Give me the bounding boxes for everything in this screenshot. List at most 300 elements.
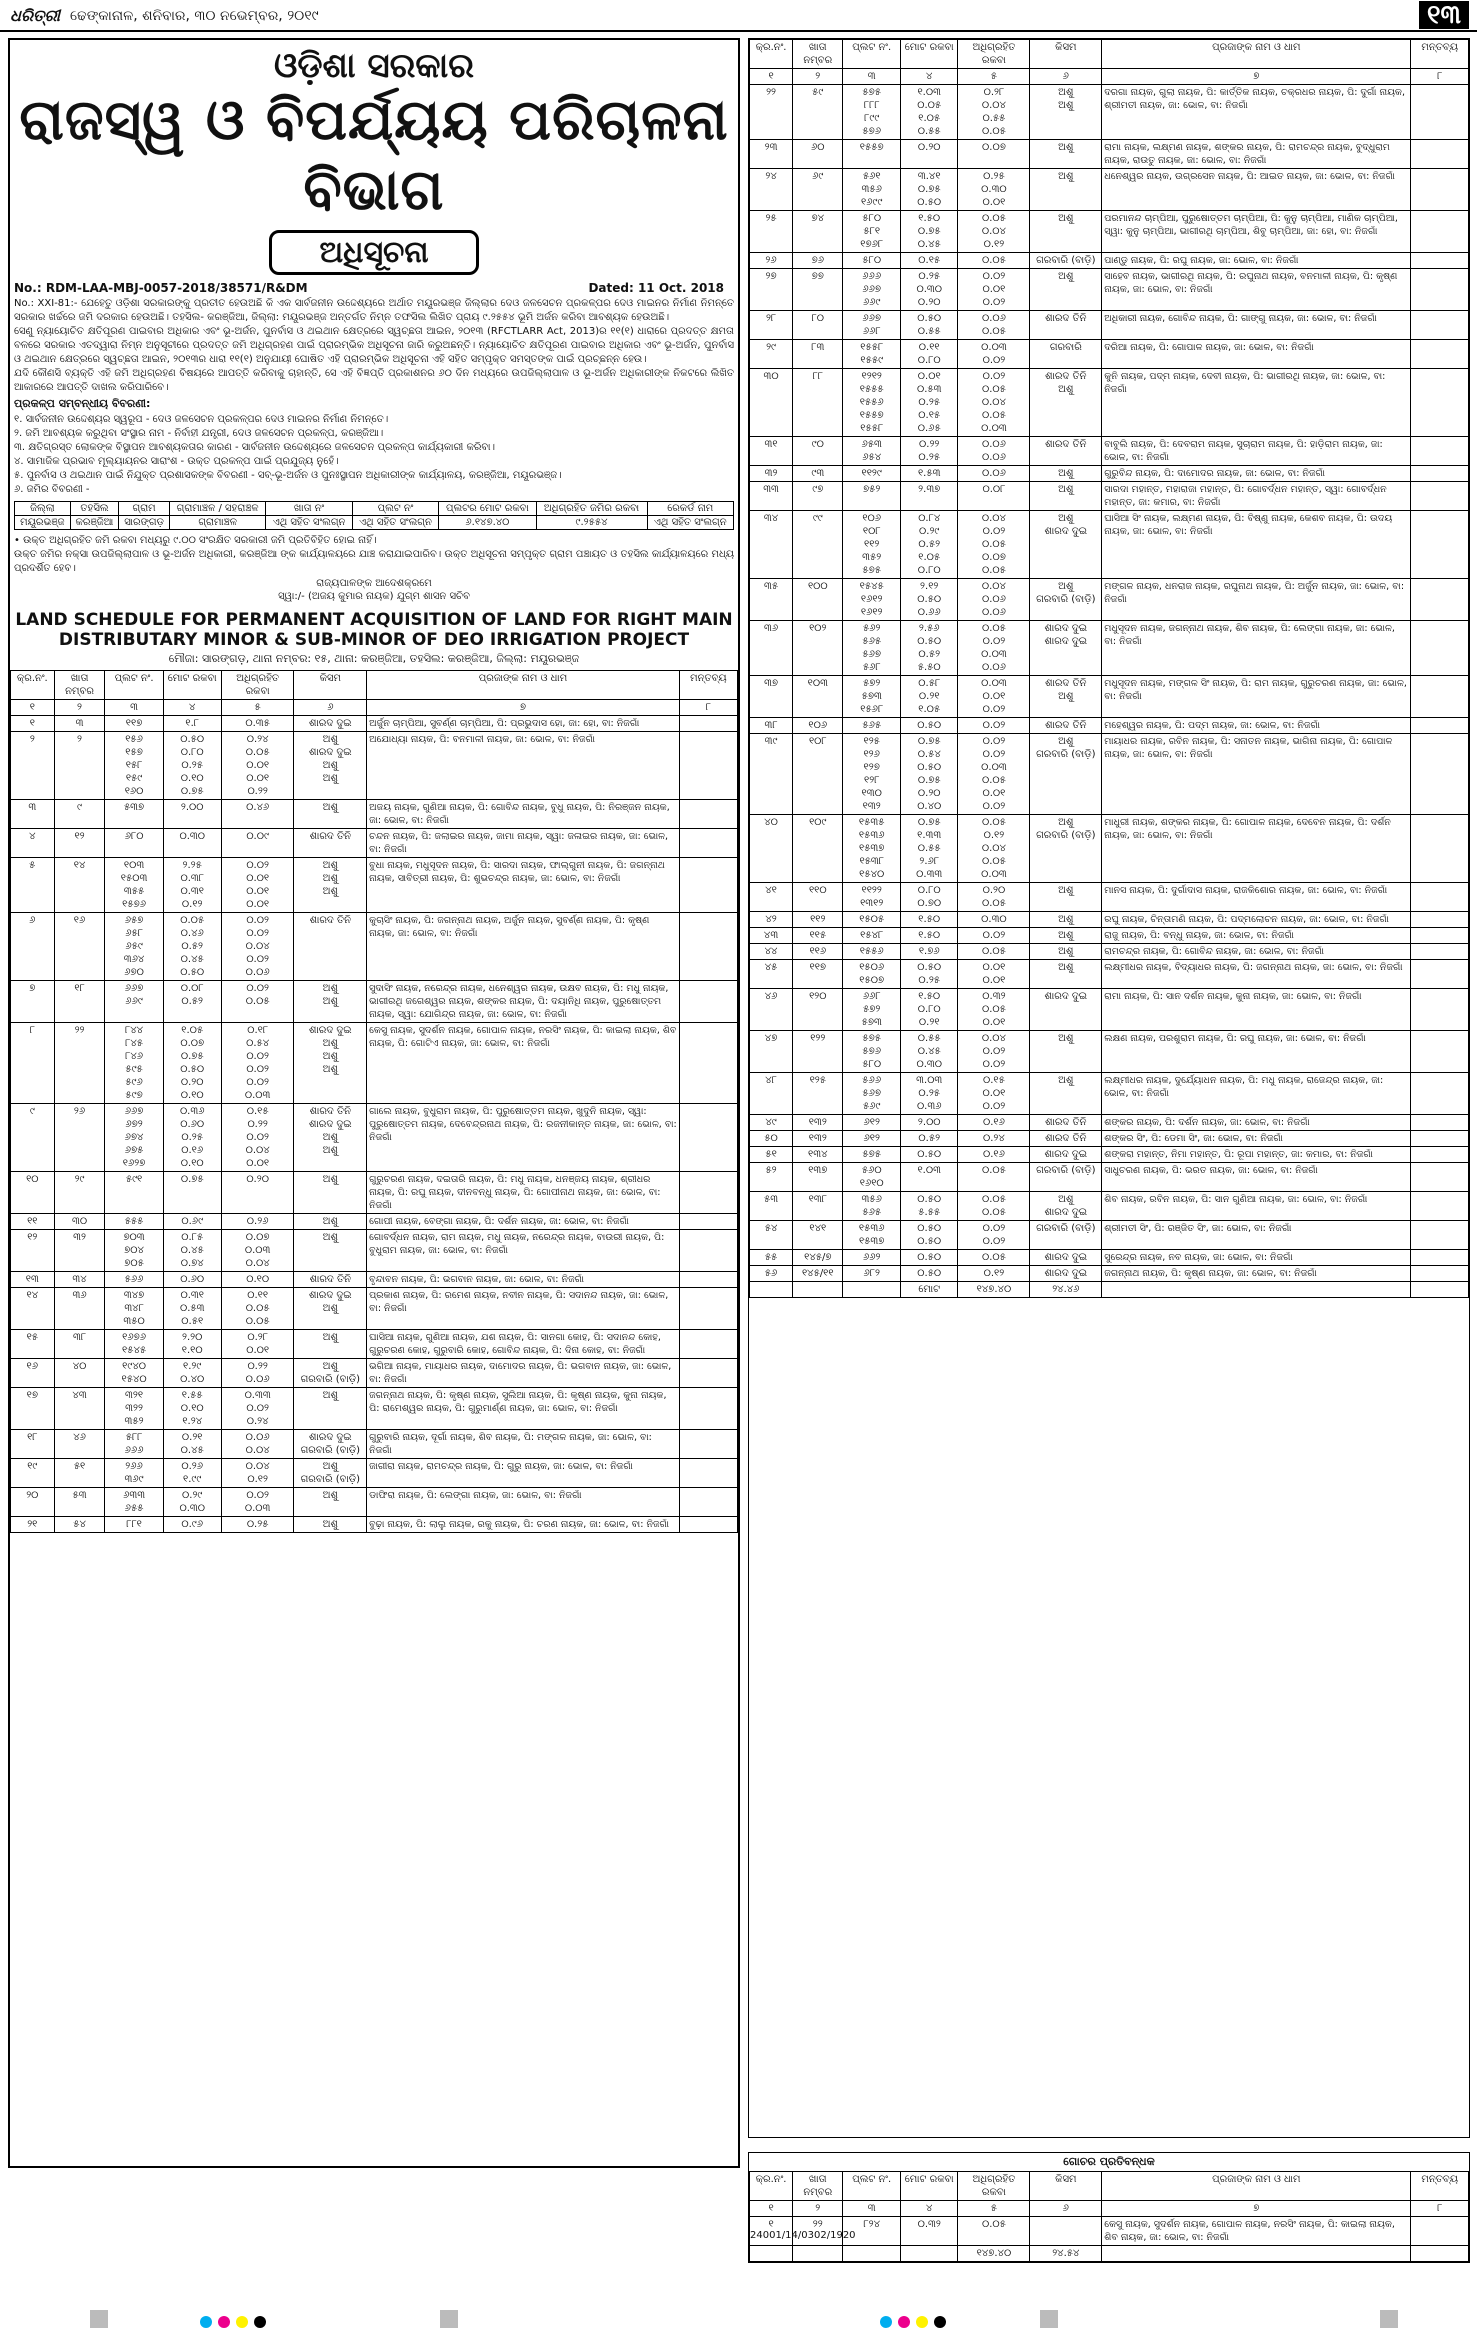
table-cell: କେସୁ ନାୟକ, ସୁଦର୍ଶନ ନାୟକ, ଗୋପାଳ ନାୟକ, ନରସିଂ ନାୟକ, ପି: କାଇଲା ନାୟକ, ଶିବ ନାୟକ, ଜା: ଭୋଳ, ବା: ନିଜଗାଁ [1102,2217,1411,2246]
land-schedule-table-left [10,670,738,1533]
table-cell [793,2246,843,2262]
table-cell: ୧୦୬ ୧୦୮ ୧୧୨ ୩୫୨ ୫୭୫ [843,511,901,579]
table-cell: ୧.୫୩ [900,466,958,482]
table-cell: ୨୬ [54,1104,105,1172]
table-row [750,211,1469,253]
table-cell: ୦.୮୫ ୦.୪୫ ୦.୭୪ [163,1230,221,1272]
column-header: ମୋଟ ରକବା [900,2172,958,2201]
table-cell: ୨୪.୪୬ [1030,1282,1102,1298]
table-cell: ମଧୁସୂଦନ ନାୟକ, ଜଗନ୍ନାଥ ନାୟକ, ଶିବ ନାୟକ, ପି: ଲେଙ୍ଗା ନାୟକ, ଜା: ଭୋଳ, ବା: ନିଜଗାଁ [1102,621,1411,676]
column-header: ଖାତା ନମ୍ବର [793,40,843,69]
table-cell: ୫୧ [750,1147,793,1163]
table-row [11,858,738,913]
table-cell: ଅଶୁ ଅଶୁ [1030,85,1102,140]
table-cell: ୧.୫୦ ୦.୮୦ ୦.୨୧ [900,989,958,1031]
table-cell: ୦.୦୫ [958,2217,1030,2246]
table-cell: ଦରିଆ ନାୟକ, ପି: ଗୋପାଳ ନାୟକ, ଜା: ଭୋଳ, ବା: ନିଜଗାଁ [1102,340,1411,369]
table-cell [1411,944,1469,960]
table-cell: ସୁଦାସିଂ ନାୟକ, ନରେନ୍ଦ୍ର ନାୟକ, ଧନେଶ୍ୱର ନାୟକ, ଉକ୍ଷବ ନାୟକ, ପି: ମଧୁ ନାୟକ, ଭାଗୀରଥି ଜଗେଶ୍ୱର ନାୟକ, ଶଙ୍କର ନାୟକ, ପି: ଦୟାନିଧି ନାୟକ, ପୁରୁଷୋତ୍ତମ ନାୟକ, ସ୍ୱା: ଯୋଗିନ୍ଦ୍ର ନାୟକ, ଜା: ଭୋଳ, ବା: ନିଜଗାଁ [367,981,680,1023]
table-cell: ୧୧ [11,1214,55,1230]
table-row [750,718,1469,734]
table-cell: ବାବୁଲି ନାୟକ, ପି: ଦେବରାମ ନାୟକ, ସୁଚାରାମ ନାୟକ, ପି: ହାଡ଼ିରାମ ନାୟକ, ଜା: ଭୋଳ, ବା: ନିଜଗାଁ [1102,437,1411,466]
table-cell: ୧୫୪୮ [843,928,901,944]
column-header: ମନ୍ତବ୍ୟ [679,671,737,700]
table-cell: ୩୦ [54,1214,105,1230]
table-cell: ଗୋପୀ ନାୟକ, ବେଙ୍ଗା ନାୟକ, ପି: ଦର୍ଶନ ନାୟକ, ଜା: ଭୋଳ, ବା: ନିଜଗାଁ [367,1214,680,1230]
table-cell: ୫୭୫ ୫୭୬ ୫୮୦ [843,1031,901,1073]
table-cell: ଗୁରୁଚରଣ ନାୟକ, ଦଇତାରି ନାୟକ, ପି: ମଧୁ ନାୟକ, ଧନଞ୍ଜୟ ନାୟକ, ଶ୍ରୀଧର ନାୟକ, ପି: ରଘୁ ନାୟକ, ଦୀନବନ୍ଧୁ ନାୟକ, ପି: ଗୋପୀନାଥ ନାୟକ, ଜା: ଭୋଳ, ବା: ନିଜଗାଁ [367,1172,680,1214]
table-cell: ଅଶୁ [1030,269,1102,311]
table-cell: ୦.୫୦ ୦.୮୦ ୦.୨୫ ୦.୧୦ ୦.୭୫ [163,732,221,800]
table-cell: ୧୧୭ [105,716,163,732]
table-cell: ୦.୦୧ ୦.୫୩ ୦.୨୫ ୦.୧୫ ୦.୬୫ [900,369,958,437]
table-cell: ଜଗନ୍ନାଥ ନାୟକ, ପି: କୃଷ୍ଣ ନାୟକ, ଜା: ଭୋଳ, ବା: ନିଜଗାଁ [1102,1266,1411,1282]
table-cell: ଅଶୁ ଶାରଦ ଦୁଇ [1030,511,1102,579]
table-cell: ଶାରଦ ତିନି [1030,1131,1102,1147]
table-cell: ୫୮୦ [843,253,901,269]
table-row [750,621,1469,676]
summary-header-cell: ପ୍ଲଟ ନଂ [352,502,438,516]
table-cell: ରାମଚନ୍ଦ୍ର ନାୟକ, ପି: ଗୋବିନ୍ଦ ନାୟକ, ଜା: ଭୋଳ, ବା: ନିଜଗାଁ [1102,944,1411,960]
summary-cell: ଏଥି ସହିତ ସଂଲଗ୍ନ [647,516,734,530]
table-row [11,1459,738,1488]
table-cell: ୭୦୩ ୭୦୪ ୭୦୫ [105,1230,163,1272]
table-cell: ୪୯ [750,1115,793,1131]
table-cell: ୦.୦୫ [958,1250,1030,1266]
table-cell [679,981,737,1023]
table-cell: ୧୨ [54,829,105,858]
table-cell: ୧.୦୫ ୦.୦୭ ୦.୭୫ ୦.୫୦ ୦.୨୦ ୦.୧୦ [163,1023,221,1104]
table-cell: ୮୮୧ [105,1517,163,1533]
table-cell: ୦.୨୫ ୦.୩୦ ୦.୨୦ [900,269,958,311]
table-cell [1030,2217,1102,2246]
table-cell: ୩୨ [750,466,793,482]
table-cell: ୦.୨୯ ୦.୩୦ [163,1488,221,1517]
page-number: ୧୩ [1419,1,1469,29]
table-row [750,369,1469,437]
table-cell: ପ୍ରକାଶ ନାୟକ, ପି: ରମେଶ ନାୟକ, ନବୀନ ନାୟକ, ପି: ସଦାନନ୍ଦ ନାୟକ, ଜା: ଭୋଳ, ବା: ନିଜଗାଁ [367,1288,680,1330]
table-cell: ୧ [750,2217,793,2246]
table-row [11,1104,738,1172]
table-cell: ୦.୩୧ ୦.୫୩ ୦.୫୧ [163,1288,221,1330]
table-cell: ୦.୦୯ [221,829,294,858]
table-cell: ୦.୨୪ [958,1131,1030,1147]
table-cell [1102,2246,1411,2262]
table-cell [1411,269,1469,311]
table-cell: ଶାରଦ ତିନି [294,829,367,858]
land-schedule-table-right [749,39,1469,1298]
table-cell [900,2246,958,2262]
table-cell: ଅଶୁ [1030,482,1102,511]
table-cell: ୨.୦୦ [900,1115,958,1131]
table-cell [843,1282,901,1298]
table-cell: ୦.୧୫ ୦.୦୧ ୦.୦୨ [958,1073,1030,1115]
table-cell [1411,437,1469,466]
table-cell: ୧୯୪୦ ୧୫୪୦ [105,1359,163,1388]
project-detail-item: ୩. କ୍ଷତିଗ୍ରସ୍ତ ଲୋକଙ୍କ ବିସ୍ଥାପନ ଆବଶ୍ୟକତାର କାରଣ - ସାର୍ବଜନୀନ ଉଦ୍ଦେଶ୍ୟରେ ଜଳସେଚନ ପ୍ରକଳ୍ପ କାର୍ଯ୍ୟକାରୀ କରିବା। [14,442,496,453]
table-row [750,1147,1469,1163]
notification-block [8,38,740,2168]
table-header-row [11,671,738,700]
table-cell [679,1459,737,1488]
table-cell: ୨୬୬ ୩୬୯ [105,1459,163,1488]
table-cell: ୧୫୦୫ [843,912,901,928]
table-cell: ୩ [54,716,105,732]
table-cell: ୭୭ [793,269,843,311]
table-cell: ୩୮ [54,1330,105,1359]
govt-title: ଓଡ଼ିଶା ସରକାର [273,46,475,86]
table-cell: ୩.୪୧ ୦.୭୫ ୦.୫୦ [900,169,958,211]
table-cell: ୬୧୨ [843,1131,901,1147]
table-cell: ୬୫୩ ୬୫୪ [843,437,901,466]
table-cell: ୦.୨୪ ୦.୦୫ ୦.୦୧ ୦.୦୧ ୦.୨୨ [221,732,294,800]
table-cell [679,1023,737,1104]
table-cell: ୦.୧୬ [958,1115,1030,1131]
table-cell: ୩୯ [750,734,793,815]
notice-para-1: No.: XXI-81:- ଯେହେତୁ ଓଡ଼ିଶା ସରକାରଙ୍କୁ ପ୍ରତୀତ ହେଉଅଛି କି ଏକ ସାର୍ବଜନୀନ ଉଦ୍ଦେଶ୍ୟରେ ଅର୍ଥାତ ମୟୂରଭଞ୍ଜ ଜିଲ୍ଲାର ଦେଓ ଜଳସେଚନ ପ୍ରକଳ୍ପର ଦେଓ ମାଇନର ନିର୍ମାଣ ନିମନ୍ତେ ସରକାର ଖର୍ଚ୍ଚରେ ଜମି ଦରକାର ହେଉଅଛି। ତହସିଲ- କରଞ୍ଜିଆ, ଜିଲ୍ଲା: ମୟୂରଭଞ୍ଜ ଅନ୍ତର୍ଗତ ନିମ୍ନ ତଫସିଲ ଲିଖିତ ପ୍ରାୟ ୯.୨୫୫୪ ଭୂମି ଅର୍ଜନ କରିବା ଆବଶ୍ୟକ ହେଉଅଛି। [14,298,734,323]
table-cell: ୨୦ [11,1488,55,1517]
table-cell: ୦.୧୦ [221,1272,294,1288]
table-cell: ୧୫୫୮ ୧୫୫୯ [843,340,901,369]
table-cell: ୯ [54,800,105,829]
table-cell: ଅଶୁ [1030,140,1102,169]
table-cell: ପରମାନନ୍ଦ ଚାମ୍ପିଆ, ପୁରୁଷୋତ୍ତମ ଚାମ୍ପିଆ, ପି: କୁନୁ ଚାମ୍ପିଆ, ମାଣିକ ଚାମ୍ପିଆ, ସ୍ୱା: କୁନୁ ଚାମ୍ପିଆ, ଭାଗୀରଥି ଚାମ୍ପିଆ, ଶିବୁ ଚାମ୍ପିଆ, ଜା: ହୋ, ବା: ନିଜଗାଁ [1102,211,1411,253]
table-row [11,1272,738,1288]
table-cell: ୦.୨୦ [900,140,958,169]
table-cell: ରାମା ନାୟକ, ଲକ୍ଷ୍ମଣ ନାୟକ, ଶଙ୍କର ନାୟକ, ପି: ରାମଚନ୍ଦ୍ର ନାୟକ, ବୁଦ୍ଧୁରାମ ନାୟକ, ରାଉତୁ ନାୟକ, ଜା: ଭୋଳ, ବା: ନିଜଗାଁ [1102,140,1411,169]
table-row [750,1131,1469,1147]
table-cell: ପାଣ୍ଡୁ ନାୟକ, ପି: ରଘୁ ନାୟକ, ଜା: ଭୋଳ, ବା: ନିଜଗାଁ [1102,253,1411,269]
table-cell: ୨୨ [54,1023,105,1104]
table-cell: ମାୟାଧର ନାୟକ, ରବିନ ନାୟକ, ପି: ସନାତନ ନାୟକ, ଭାଗିନା ନାୟକ, ପି: ଗୋପାଳ ନାୟକ, ଜା: ଭୋଳ, ବା: ନିଜଗାଁ [1102,734,1411,815]
table-cell: ୨୪.୫୪ [1030,2246,1102,2262]
table-cell: ୪୮ [750,1073,793,1115]
table-cell: ୮୨୪ [843,2217,901,2246]
table-cell: ଅଶୁ ଅଶୁ [294,981,367,1023]
table-cell [793,1282,843,1298]
table-cell: ୧୫୫୭ [843,140,901,169]
table-row [11,1517,738,1533]
table-cell: ୮୦ [793,311,843,340]
column-number-row [11,700,738,716]
table-cell [1411,1031,1469,1073]
column-number: ୨ [793,2201,843,2217]
table-cell: ଶାରଦ ଦୁଇ [1030,1147,1102,1163]
table-cell: ଅଶୁ [1030,466,1102,482]
table-cell: ୫୭୫ ୮୮୮ ୮୯୯ ୫୭୬ [843,85,901,140]
table-cell: ୧୮ [54,981,105,1023]
table-cell: ୦.୦୫ ୦.୧୨ ୦.୦୪ ୦.୦୫ ୦.୦୩ [958,815,1030,883]
table-cell: ୦.୩୨ ୦.୦୫ ୦.୦୧ [958,989,1030,1031]
table-cell: ୩ [11,800,55,829]
column-number: ୫ [221,700,294,716]
table-cell: ଶାରଦ ତିନି [1030,437,1102,466]
table-cell: ଅଶୁ [294,1330,367,1359]
page-header [0,0,1477,32]
footer-code: 24001/14/0302/1920 [750,2230,856,2241]
table-cell: ୪୦ [54,1359,105,1388]
table-cell: ୦.୨୨ ୦.୨୫ [900,437,958,466]
table-cell: ଶଙ୍କର ନାୟକ, ପି: ଦର୍ଶନ ନାୟକ, ଜା: ଭୋଳ, ବା: ନିଜଗାଁ [1102,1115,1411,1131]
column-number: ୫ [958,2201,1030,2217]
table-cell: ୦.୭୫ [163,1172,221,1214]
table-cell: ୬୯ [793,169,843,211]
table-cell: ଅଶୁ ଗରବାରି (ବାଡ଼ି) [1030,815,1102,883]
table-cell: ୧୨୫ ୧୨୬ ୧୨୭ ୧୨୮ ୧୩୦ ୧୩୨ [843,734,901,815]
table-row [11,1330,738,1359]
table-cell: ଅଶୁ ଶାରଦ ଦୁଇ ଅଶୁ ଅଶୁ [294,732,367,800]
table-cell: ୨୧ [11,1517,55,1533]
table-cell: ମହେଶ୍ୱର ନାୟକ, ପି: ପଦ୍ମ ନାୟକ, ଜା: ଭୋଳ, ବା: ନିଜଗାଁ [1102,718,1411,734]
table-cell [679,913,737,981]
table-cell: ୦.୨୫ [221,1517,294,1533]
table-cell: ୦.୨୬ ୧.୯୯ [163,1459,221,1488]
summary-header-cell: ଗ୍ରାମାଞ୍ଚଳ / ସହରାଞ୍ଚଳ [169,502,265,516]
table-cell: ୧୩୮ [793,1192,843,1221]
table-cell: ୨.୨୫ ୦.୩୮ ୦.୩୧ ୦.୧୨ [163,858,221,913]
table-cell: ୮୩ [793,340,843,369]
table-cell: ୦.୧୬ [958,1147,1030,1163]
table-cell: ୦.୧୨ [958,1266,1030,1282]
ref-date: Dated: 11 Oct. 2018 [588,281,724,295]
table-row [750,269,1469,311]
table-cell: ଅଶୁ [1030,1031,1102,1073]
registration-dot [218,2316,230,2328]
table-cell: ୦.୦୨ [958,928,1030,944]
table-cell: ୧୨୦ [793,989,843,1031]
column-number: ୪ [163,700,221,716]
table-cell: ୧୫୦୬ ୧୫୦୭ [843,960,901,989]
table-cell: ୬୬୨ [843,1250,901,1266]
table-cell [679,1288,737,1330]
table-row [11,1288,738,1330]
table-cell [679,1330,737,1359]
table-cell: ଶଙ୍କରା ମହାନ୍ତ, ନିମା ମହାନ୍ତ, ପି: ରୂପା ମହାନ୍ତ, ଜା: କମାର, ବା: ନିଜଗାଁ [1102,1147,1411,1163]
table-cell [1411,676,1469,718]
village-line: ମୌଜା: ସାରଙ୍ଗଡ଼, ଥାନା ନମ୍ବର: ୧୫, ଥାନା: କରଞ୍ଜିଆ, ତହସିଲ: କରଞ୍ଜିଆ, ଜିଲ୍ଲା: ମୟୂରଭଞ୍ଜ [168,652,580,665]
table-cell: କେସୁ ନାୟକ, ସୁଦର୍ଶନ ନାୟକ, ଗୋପାଳ ନାୟକ, ନରସିଂ ନାୟକ, ପି: କାଇଲା ନାୟକ, ଶିବ ନାୟକ, ପି: ଗୋଟିଏ ନାୟକ, ଜା: ଭୋଳ, ବା: ନିଜଗାଁ [367,1023,680,1104]
table-cell: ୦.୨୦ ୦.୦୫ [958,883,1030,912]
table-cell: ୧୪୭.୪୦ [958,2246,1030,2262]
table-cell: ୦.୦୩ ୦.୦୧ ୦.୦୨ [958,676,1030,718]
registration-square [1380,2310,1398,2328]
table-cell: ୧୮ [11,1430,55,1459]
table-cell: ୮୪୪ ୮୪୫ ୮୪୬ ୫୯୫ ୫୯୬ ୫୯୭ [105,1023,163,1104]
table-cell [1411,718,1469,734]
table-row [750,579,1469,621]
table-cell: ଅଶୁ [294,1172,367,1214]
table-cell: ୪ [11,829,55,858]
column-number: ୭ [1102,2201,1411,2217]
table-row [11,829,738,858]
table-cell: ୦.୦୬ ୦.୦୬ [958,437,1030,466]
project-details-heading: ପ୍ରକଳ୍ପ ସମ୍ବନ୍ଧୀୟ ବିବରଣୀ: [14,397,151,410]
table-row [11,716,738,732]
table-cell: ୦.୦୫ ୦.୦୫ [958,1192,1030,1221]
table-row [750,466,1469,482]
table-cell [1411,2217,1469,2246]
table-cell: ୩.୦୩ ୦.୨୫ ୦.୩୬ [900,1073,958,1115]
table-cell: ୦.୪୬ [221,800,294,829]
table-row [750,1031,1469,1073]
table-cell: ୧୬ [11,1359,55,1388]
table-cell: ୧୫ [11,1330,55,1359]
column-header: ମନ୍ତବ୍ୟ [1411,2172,1469,2201]
table-cell: ୮ [11,1023,55,1104]
table-cell: ୨୭ [750,269,793,311]
table-cell: ୫୩ [750,1192,793,1221]
table-cell [679,1517,737,1533]
table-cell: ୦.୦୨ ୦.୦୧ ୦.୦୨ [958,269,1030,311]
notice-para-3: ଯଦି କୌଣସି ବ୍ୟକ୍ତି ଏହି ଜମି ଅଧିଗ୍ରହଣ ବିଷୟରେ ଆପତ୍ତି କରିବାକୁ ଚାହାନ୍ତି, ସେ ଏହି ବିଜ୍ଞପ୍ତି ପ୍ରକାଶନର ୬୦ ଦିନ ମଧ୍ୟରେ ଉପଜିଲ୍ଲାପାଳ ଓ ଭୂ-ଅର୍ଜନ ଅଧିକାରୀଙ୍କ ନିକଟରେ ଲିଖିତ ଆକାରରେ ଆପତ୍ତି ଦାଖଲ କରିପାରିବେ। [14,368,734,393]
table-cell: ୦.୦୫ [958,944,1030,960]
table-cell: ମଙ୍ଗଳ ନାୟକ, ଧନରାଜ ନାୟକ, ରଘୁନାଥ ନାୟକ, ପି: ଅର୍ଜୁନ ନାୟକ, ଜା: ଭୋଳ, ବା: ନିଜଗାଁ [1102,579,1411,621]
table-cell: ୭୫୨ [843,482,901,511]
table-cell: ଗୁରୁବିନ୍ଦ ନାୟକ, ପି: ଦାମୋଦର ନାୟକ, ଜା: ଭୋଳ, ବା: ନିଜଗାଁ [1102,466,1411,482]
table-cell: ୩୪ [750,511,793,579]
table-cell: ଅଯୋଧ୍ୟା ନାୟକ, ପି: ବନମାଳୀ ନାୟକ, ଜା: ଭୋଳ, ବା: ନିଜଗାଁ [367,732,680,800]
table-cell: ୨.୩୭ [900,482,958,511]
table-cell: ୧୦୩ ୧୫୦୩ ୩୫୫ ୧୫୭୬ [105,858,163,913]
table-cell: ୧.୫୫ ୦.୧୦ ୧.୨୪ [163,1388,221,1430]
table-cell: ୫୦ [750,1131,793,1147]
table-cell: ୫୮୦ ୫୮୧ ୧୭୬୮ [843,211,901,253]
column-header: ଅଧିଗ୍ରହିତ ରକବା [958,40,1030,69]
table-cell: ୨୪ [750,169,793,211]
column-number: ୬ [294,700,367,716]
table-cell: ରାଜୁ ନାୟକ, ପି: ବନ୍ଧୁ ନାୟକ, ଜା: ଭୋଳ, ବା: ନିଜଗାଁ [1102,928,1411,944]
summary-header-cell: ପ୍ଲଟର ମୋଟ ରକବା [439,502,536,516]
table-cell [679,732,737,800]
table-cell: ୧.୦୩ [900,1163,958,1192]
project-detail-item: ୨. ଜମି ଆବଶ୍ୟକ କରୁଥିବା ସଂସ୍ଥାର ନାମ - ନିର୍ବାହୀ ଯନ୍ତ୍ରୀ, ଦେଓ ଜଳସେଚନ ପ୍ରକଳ୍ପ, କରଞ୍ଜିଆ। [14,428,384,439]
column-header: କିସମ [1030,40,1102,69]
table-cell: ୬୮୨ [843,1266,901,1282]
table-cell: ଅଶୁ ଗରବାରି (ବାଡ଼ି) [1030,734,1102,815]
summary-header-cell: ତହସିଲ [70,502,119,516]
table-cell: ଅଶୁ ଗରବାରି (ବାଡ଼ି) [1030,579,1102,621]
table-cell: ୫୬୬ [105,1272,163,1288]
table-cell: ୦.୦୨ [958,718,1030,734]
table-cell: ୪୬ [750,989,793,1031]
table-cell: ୧୩୨ [793,1131,843,1147]
table-cell: ଗୁରୁବାରି ନାୟକ, ଦୂର୍ଗା ନାୟକ, ଶିବ ନାୟକ, ପି: ମଙ୍ଗଳ ନାୟକ, ଜା: ଭୋଳ, ବା: ନିଜଗାଁ [367,1430,680,1459]
summary-header-cell: ରେକର୍ଡ ନାମ [647,502,734,516]
table-cell: ୦.୩୦ [163,829,221,858]
table-cell: ୯୭ [793,482,843,511]
column-header: ଖାତା ନମ୍ବର [793,2172,843,2201]
table-cell: ୦.୩୫ [221,716,294,732]
column-number: ୩ [843,69,901,85]
table-cell: ୦.୦୪ ୦.୦୬ ୦.୦୬ [958,579,1030,621]
column-number: ୩ [843,2201,901,2217]
column-number: ୪ [900,69,958,85]
table-cell: ୧୧୦ [793,883,843,912]
table-row [11,800,738,829]
table-cell: ବୃନ୍ଦାବନ ନାୟକ, ପି: ଭଗବାନ ନାୟକ, ଜା: ଭୋଳ, ବା: ନିଜଗାଁ [367,1272,680,1288]
column-number: ୮ [679,700,737,716]
table-cell: ଅଧିକାରୀ ନାୟକ, ଗୋବିନ୍ଦ ନାୟକ, ପି: ଗାଙ୍ଗୁ ନାୟକ, ଜା: ଭୋଳ, ବା: ନିଜଗାଁ [1102,311,1411,340]
table-cell: ୪୬ [54,1430,105,1459]
table-cell: ୦.୨୫ ୦.୩୦ ୦.୦୧ [958,169,1030,211]
summary-cell: ମୟୂରଭଞ୍ଜ [15,516,71,530]
table-row [750,1073,1469,1115]
table-cell: ୦.୦୨ ୦.୦୨ ୦.୦୩ ୦.୦୫ ୦.୦୧ ୦.୦୨ [958,734,1030,815]
table-cell: ୦.୮୪ ୦.୨୯ ୦.୫୨ ୧.୦୫ ୦.୮୦ [900,511,958,579]
table-cell [1102,1282,1411,1298]
table-cell: ୩୩ [750,482,793,511]
summary-cell: ସାରଙ୍ଗଡ଼ [119,516,170,530]
table-cell: ୨୬ [750,253,793,269]
table-cell: ଶଙ୍କର ସିଂ, ପି: ଡେମା ସିଂ, ଜା: ଭୋଳ, ବା: ନିଜଗାଁ [1102,1131,1411,1147]
table-cell [679,800,737,829]
table-cell: ଶ୍ରୀମତୀ ସିଂ, ପି: ରଞ୍ଜିତ ସିଂ, ଜା: ଭୋଳ, ବା: ନିଜଗାଁ [1102,1221,1411,1250]
summary-cell: କରଞ୍ଜିଆ [70,516,119,530]
table-cell: ୧୦୮ [793,734,843,815]
summary-cell: ଏଥି ସହିତ ସଂଲଗ୍ନ [266,516,352,530]
table-cell: ୧୦୩ [793,676,843,718]
table-cell: ୬୩୩ ୬୫୫ [105,1488,163,1517]
ref-number: No.: RDM-LAA-MBJ-0057-2018/38571/R&DM [14,281,308,295]
table-cell: ମୋଟ [900,1282,958,1298]
table-cell: ୧୨୫ [793,1073,843,1115]
table-cell: ୫୭୨ ୫୭୩ ୧୫୬୮ [843,676,901,718]
table-cell [1411,1282,1469,1298]
table-cell [679,1104,737,1172]
table-cell: ୩୫୬ ୫୬୫ [843,1192,901,1221]
table-cell: ବୁଢ଼ା ନାୟକ, ପି: ଲାଲୁ ନାୟକ, ରକୁ ନାୟକ, ପି: ଚରଣ ନାୟକ, ଜା: ଭୋଳ, ବା: ନିଜଗାଁ [367,1517,680,1533]
table-cell: ୦.୫୦ [900,718,958,734]
table-cell: ଚନ୍ଦନ ନାୟକ, ପି: ଜଲାଇର ନାୟକ, ଜାମା ନାୟକ, ସ୍ୱା: ଜଳାଇର ନାୟକ, ଜା: ଭୋଳ, ବା: ନିଜଗାଁ [367,829,680,858]
project-details-list [14,413,734,497]
table-cell: ଅଜୟ ନାୟକ, ଗୁଣିଆ ନାୟକ, ପି: ଗୋବିନ୍ଦ ନାୟକ, ବୁଧୁ ନାୟକ, ପି: ନିରଞ୍ଜନ ନାୟକ, ଜା: ଭୋଳ, ବା: ନିଜଗାଁ [367,800,680,829]
table-cell: ୫୩ [54,1488,105,1517]
table-cell: ୧.୫୦ [900,912,958,928]
table-cell: ଅଶୁ [1030,928,1102,944]
table-cell: ୦.୨୦ [221,1172,294,1214]
department-title: ରାଜସ୍ୱ ଓ ବିପର୍ଯ୍ୟୟ ପରିଚାଳନା ବିଭାଗ [19,88,729,223]
color-registration-marks [200,2316,266,2328]
note-2: ଉକ୍ତ ଜମିର ନକ୍ସା ଉପଜିଲ୍ଲାପାଳ ଓ ଭୂ-ଅର୍ଜନ ଅଧିକାରୀ, କରଞ୍ଜିଆ ଙ୍କ କାର୍ଯ୍ୟାଳୟରେ ଯାଞ୍ଚ କରାଯାଇପାରିବ। ଉକ୍ତ ଅଧିସୂଚନା ସମ୍ପୃକ୍ତ ଗ୍ରାମ ପଞ୍ଚାୟତ ଓ ତହସିଲ କାର୍ଯ୍ୟାଳୟରେ ମଧ୍ୟ ପ୍ରଦର୍ଶିତ ହେବ। [14,549,734,574]
table-row [750,960,1469,989]
table-cell: ୦.୦୬ [958,466,1030,482]
table-row [750,2246,1469,2262]
table-cell: ଅଶୁ [1030,169,1102,211]
table-row [750,1115,1469,1131]
table-cell [1411,912,1469,928]
table-cell: ୫୭୫ [843,1147,901,1163]
land-schedule-title: LAND SCHEDULE FOR PERMANENT ACQUISITION OF LAND FOR RIGHT MAIN DISTRIBUTARY MINOR & SUB-MINOR OF DEO IRRIGATION PROJECT [15,610,733,650]
table-row [11,1172,738,1214]
notice-para-2: ସେଣୁ ନ୍ୟାୟୋଚିତ କ୍ଷତିପୂରଣ ପାଇବାର ଅଧିକାର ଏବଂ ଭୂ-ଅର୍ଜନ, ପୁନର୍ବାସ ଓ ଥଇଥାନ କ୍ଷେତ୍ରରେ ସ୍ୱଚ୍ଛତା ଆଇନ, ୨୦୧୩ (RFCTLARR Act, 2013)ର ୧୧(୧) ଧାରାରେ ପ୍ରଦତ୍ତ କ୍ଷମତା ବଳରେ ସରକାର ଏତଦ୍ୱାରା ନିମ୍ନ ଅନୁସୂଚୀରେ ପ୍ରଦତ୍ତ ଜମି ଅଧିଗ୍ରହଣ ପାଇଁ ପ୍ରାରମ୍ଭିକ ଅଧିସୂଚନା ଜାରି କରୁଅଛନ୍ତି। ନ୍ୟାୟୋଚିତ କ୍ଷତିପୂରଣ ପାଇବାର ଅଧିକାର ଏବଂ ଭୂ-ଅର୍ଜନ, ପୁନର୍ବାସ ଓ ଥଇଥାନ କ୍ଷେତ୍ରରେ ସ୍ୱଚ୍ଛତା ଆଇନ, ୨୦୧୩ର ଧାରା ୧୧(୧) ଅନୁଯାୟୀ ଘୋଷିତ ଏହି ପ୍ରାରମ୍ଭିକ ଅଧିସୂଚନା ଏହି ସହିତ ସମ୍ପୃକ୍ତ ସମସ୍ତଙ୍କ ପାଇଁ ପ୍ରଚ୍ଛନ୍ନ ହେଉ। [14,326,734,365]
table-cell [1411,1250,1469,1266]
table-cell: ୦.୯୬ [163,1517,221,1533]
table-cell: ଅଶୁ [1030,960,1102,989]
table-row [750,140,1469,169]
table-cell: ଶାରଦ ତିନି ଶାରଦ ଦୁଇ ଅଶୁ ଅଶୁ [294,1104,367,1172]
table-cell: ୦.୦୪ ୦.୧୨ [221,1459,294,1488]
column-number: ୧ [750,69,793,85]
table-cell: ୨ [54,732,105,800]
table-cell: ଲକ୍ଷ୍ମୀଧର ନାୟକ, ବିଦ୍ୟାଧର ନାୟକ, ପି: ଜଗନ୍ନାଥ ନାୟକ, ଜା: ଭୋଳ, ବା: ନିଜଗାଁ [1102,960,1411,989]
table-cell: ୨.୫୬ ୦.୫୦ ୦.୫୨ ୫.୫୦ [900,621,958,676]
table-cell: ୧୯ [11,1459,55,1488]
table-cell: ୨୯ [750,340,793,369]
signature-line-2: ସ୍ୱା:/- (ଅଜୟ କୁମାର ନାୟକ) ଯୁଗ୍ମ ଶାସନ ସଚିବ [278,591,470,602]
table-cell: ୧୧୭ [793,960,843,989]
table-cell: ୫୯୧ [105,1172,163,1214]
table-cell: ୨୩ [750,140,793,169]
